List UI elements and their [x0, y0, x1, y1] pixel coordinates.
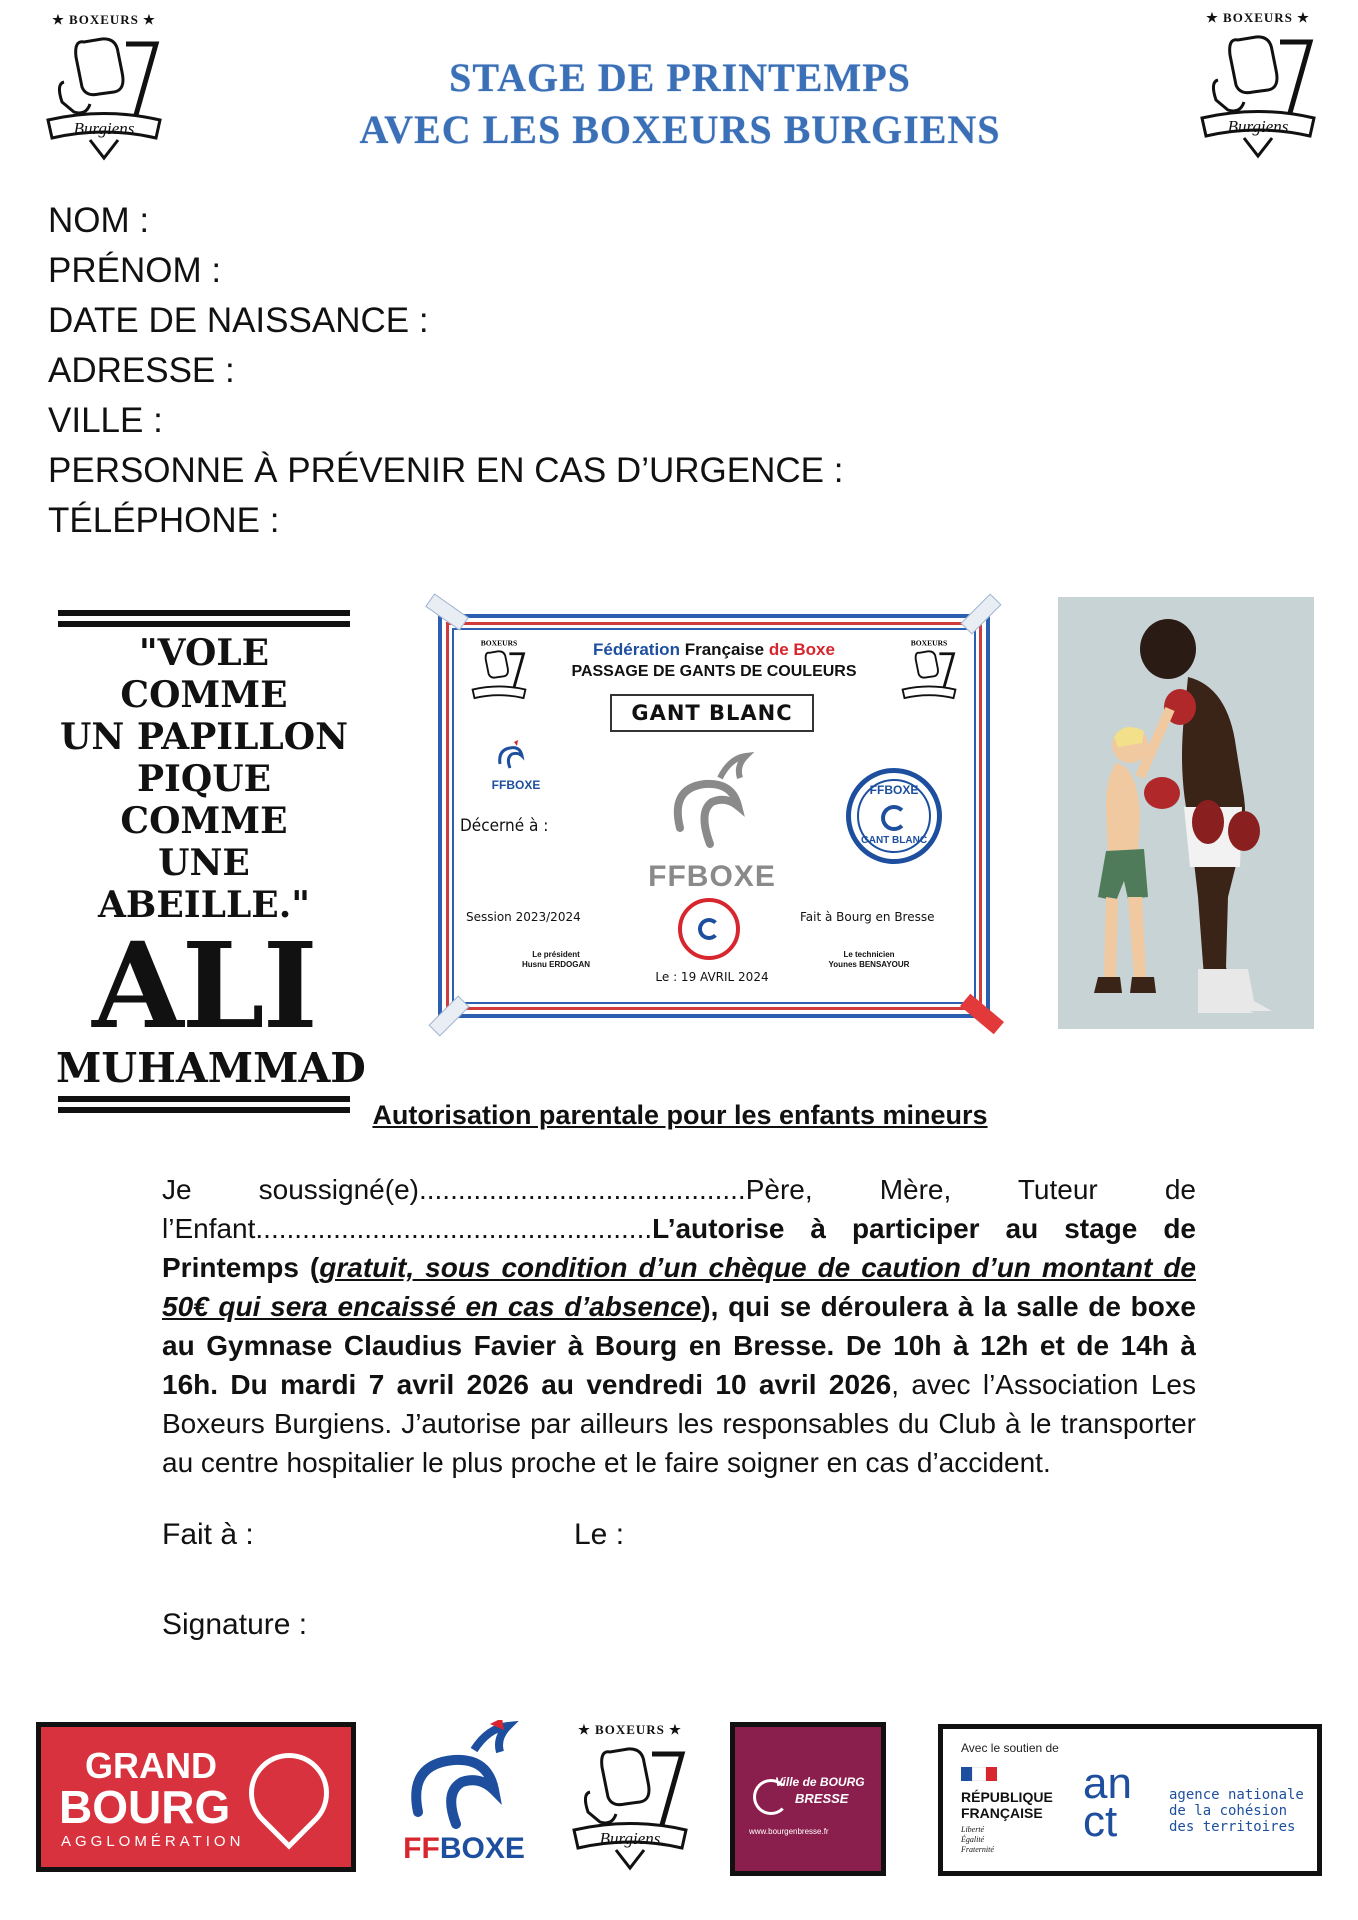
cert-decerne: Décerné à : [460, 816, 549, 836]
flag-icon [961, 1767, 997, 1781]
auth-text-1: Je soussigné(e)..........................................Père, Mère, Tuteur de l’Enfant................................................... [162, 1174, 1196, 1244]
ffboxe-text: FFBOXE [403, 1832, 525, 1865]
grand-bourg-logo: GRAND BOURG AGGLOMÉRATION [36, 1722, 356, 1872]
club-logo-left [34, 12, 174, 162]
cert-president-label: Le président [532, 950, 580, 959]
cert-tech-label: Le technicien [843, 950, 895, 959]
auth-text-4: ), qui se déroulera à la salle de boxe au Gymnase Claudius Favier à Bourg en Bresse. De 10h à 12h et de 14h à 16h. Du mardi 7 avril 2026 au vendredi 10 avril 2026 [162, 1291, 1197, 1400]
le-label: Le : [574, 1518, 625, 1551]
page-title [300, 52, 1060, 156]
svg-text:Burgiens: Burgiens [1227, 117, 1289, 136]
field-prenom: PRÉNOM : [48, 251, 222, 290]
authorisation-title: Autorisation parentale pour les enfants mineurs [372, 1100, 988, 1130]
ffboxe-badge-icon [678, 898, 740, 960]
field-ville: VILLE : [48, 401, 163, 440]
signature-label: Signature : [162, 1608, 308, 1641]
boxing-glove-icon [560, 1722, 700, 1872]
authorisation-text [162, 1170, 1196, 1482]
certificate-image [422, 598, 1006, 1034]
cert-federation: Fédération Française de Boxe [593, 640, 835, 659]
boxing-glove-icon [1188, 10, 1328, 160]
field-nom: NOM : [48, 201, 150, 240]
cert-fait: Fait à Bourg en Bresse [800, 910, 935, 924]
field-urgence: PERSONNE À PRÉVENIR EN CAS D’URGENCE : [48, 451, 844, 490]
field-adresse: ADRESSE : [48, 351, 235, 390]
anct-logo: Avec le soutien de RÉPUBLIQUE FRANÇAISE Liberté Égalité Fraternité an ct agence nationale de la cohésion des territoires [938, 1724, 1322, 1876]
auth-text-3: gratuit, sous condition d’un chèque de caution d’un montant de 50€ qui sera encaissé en cas d’absence [162, 1252, 1196, 1322]
registration-fields [48, 196, 843, 546]
quote-author-name: ALI [92, 916, 316, 1055]
cert-date: Le : 19 AVRIL 2024 [655, 970, 769, 984]
rooster-icon [660, 748, 770, 858]
title-line-2: AVEC LES BOXEURS BURGIENS [359, 107, 1001, 152]
club-logo-right [1188, 10, 1328, 160]
ali-quote-poster [56, 610, 366, 1092]
field-telephone: TÉLÉPHONE : [48, 501, 280, 540]
club-logo-label: ★ BOXEURS ★ [52, 12, 156, 27]
cert-tech-name: Younes BENSAYOUR [828, 960, 910, 969]
quote-line-1: "VOLE COMME [120, 632, 288, 716]
cert-subtitle: PASSAGE DE GANTS DE COULEURS [571, 663, 857, 680]
boxing-glove-icon [34, 12, 174, 162]
ffboxe-logo [384, 1720, 544, 1870]
rooster-icon [492, 738, 532, 774]
club-logo-label: ★ BOXEURS ★ [1206, 10, 1310, 25]
auth-text-2: L’autorise à participer au stage de Printemps ( [162, 1213, 1196, 1283]
cert-grade: GANT BLANC [610, 694, 814, 732]
quote-author-surname: MUHAMMAD [56, 1044, 366, 1092]
svg-text:Burgiens: Burgiens [599, 1829, 661, 1848]
boxer-kid-illustration [1058, 597, 1314, 1029]
rooster-icon [384, 1720, 544, 1830]
cert-ffboxe-small: FFBOXE [491, 778, 541, 792]
fait-a-label: Fait à : [162, 1518, 254, 1551]
auth-text-5: , avec l’Association Les Boxeurs Burgiens. J’autorise par ailleurs les responsables du Club à le transporter au centre hospitalier le plus proche et le faire soigner en cas d’accident. [162, 1369, 1196, 1478]
title-line-1: STAGE DE PRINTEMPS [449, 55, 911, 100]
bourg-en-bresse-logo: Ville de BOURG BRESSE www.bourgenbresse.fr [730, 1722, 886, 1876]
club-logo-footer: ★ BOXEURS ★ Burgiens [560, 1722, 700, 1872]
cert-ffboxe-big: FFBOXE [648, 860, 776, 893]
svg-text:BOXEURS: BOXEURS [480, 638, 518, 648]
field-date-naissance: DATE DE NAISSANCE : [48, 301, 429, 340]
svg-text:BOXEURS: BOXEURS [910, 638, 948, 648]
cert-president-name: Husnu ERDOGAN [522, 960, 590, 969]
svg-text:Burgiens: Burgiens [73, 119, 135, 138]
quote-line-3: PIQUE COMME [120, 758, 288, 842]
cert-session: Session 2023/2024 [466, 910, 581, 924]
seal-icon: FFBOXE GANT BLANC [846, 768, 942, 864]
quote-line-4: UNE ABEILLE." [98, 842, 310, 926]
quote-line-2: UN PAPILLON [59, 716, 349, 758]
